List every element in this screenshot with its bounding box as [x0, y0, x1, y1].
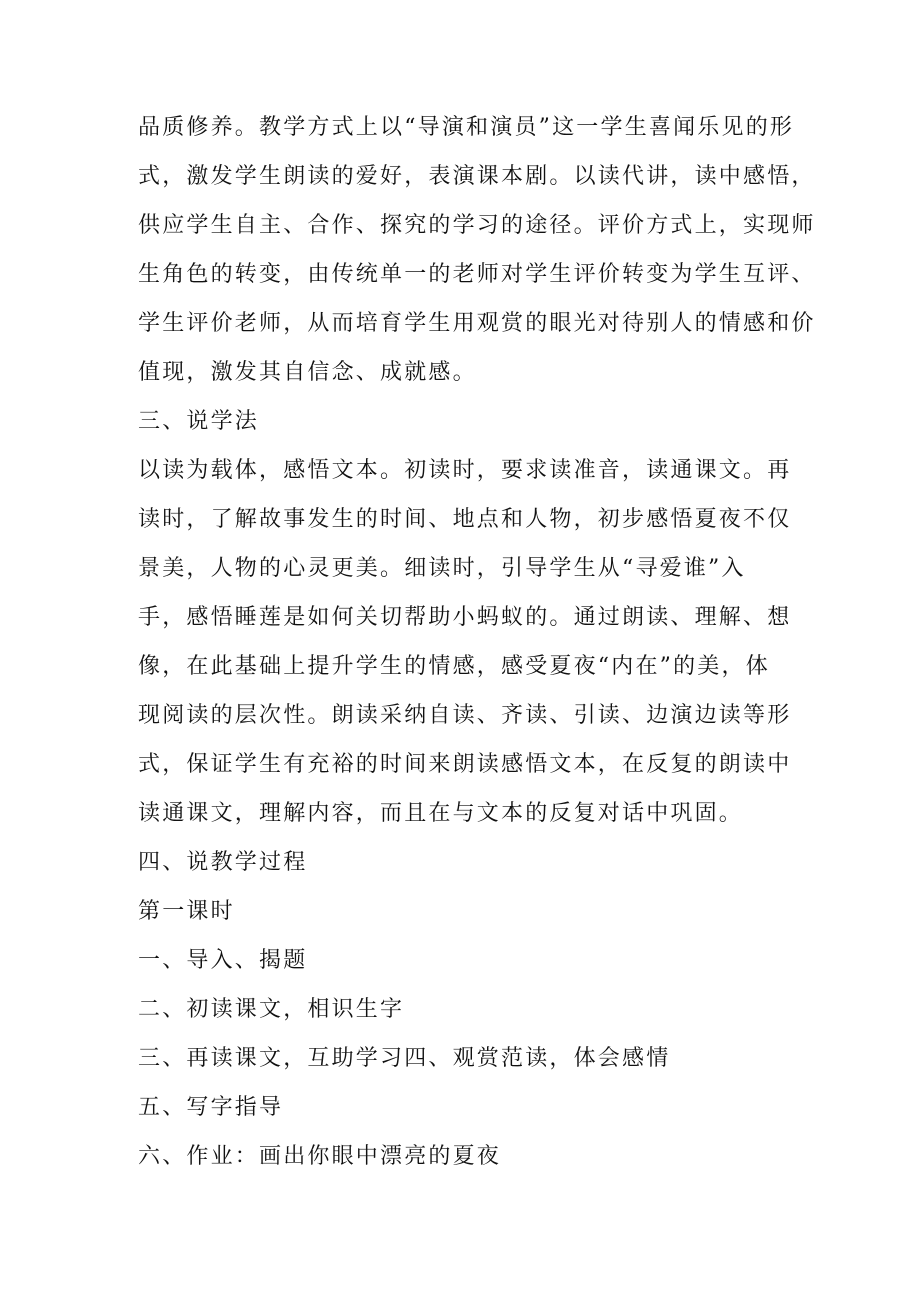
- paragraph-2-line: 以读为载体，感悟文本。初读时，要求读准音，读通课文。再: [138, 458, 792, 483]
- step-item: 五、写字指导: [138, 1095, 284, 1120]
- paragraph-1-line: 品质修养。教学方式上以“导演和演员”这一学生喜闻乐见的形: [138, 115, 795, 140]
- step-item: 二、初读课文，相识生字: [138, 997, 405, 1022]
- step-item: 六、作业：画出你眼中漂亮的夏夜: [138, 1144, 502, 1169]
- paragraph-2-line: 读时，了解故事发生的时间、地点和人物，初步感悟夏夜不仅: [138, 507, 792, 532]
- section-heading-teaching-process: 四、说教学过程: [138, 850, 308, 875]
- paragraph-1-line: 生角色的转变，由传统单一的老师对学生评价转变为学生互评、: [138, 262, 816, 287]
- paragraph-2-line: 现阅读的层次性。朗读采纳自读、齐读、引读、边演边读等形: [138, 703, 792, 728]
- paragraph-2-line: 手，感悟睡莲是如何关切帮助小蚂蚁的。通过朗读、理解、想: [138, 605, 792, 630]
- lesson-title: 第一课时: [138, 899, 235, 924]
- step-item: 一、导入、揭题: [138, 948, 308, 973]
- paragraph-1-line: 供应学生自主、合作、探究的学习的途径。评价方式上，实现师: [138, 213, 816, 238]
- paragraph-2-line: 式，保证学生有充裕的时间来朗读感悟文本，在反复的朗读中: [138, 752, 792, 777]
- section-heading-learning-method: 三、说学法: [138, 409, 260, 434]
- step-item: 三、再读课文，互助学习四、观赏范读，体会感情: [138, 1046, 671, 1071]
- paragraph-1-line: 学生评价老师，从而培育学生用观赏的眼光对待别人的情感和价: [138, 311, 816, 336]
- paragraph-1-line: 式，激发学生朗读的爱好，表演课本剧。以读代讲，读中感悟，: [138, 164, 816, 189]
- paragraph-2-line: 读通课文，理解内容，而且在与文本的反复对话中巩固。: [138, 801, 744, 826]
- paragraph-2-line: 景美，人物的心灵更美。细读时，引导学生从“寻爱谁”入: [138, 556, 746, 581]
- paragraph-1-line: 值现，激发其自信念、成就感。: [138, 360, 477, 385]
- paragraph-2-line: 像，在此基础上提升学生的情感，感受夏夜“内在”的美，体: [138, 654, 770, 679]
